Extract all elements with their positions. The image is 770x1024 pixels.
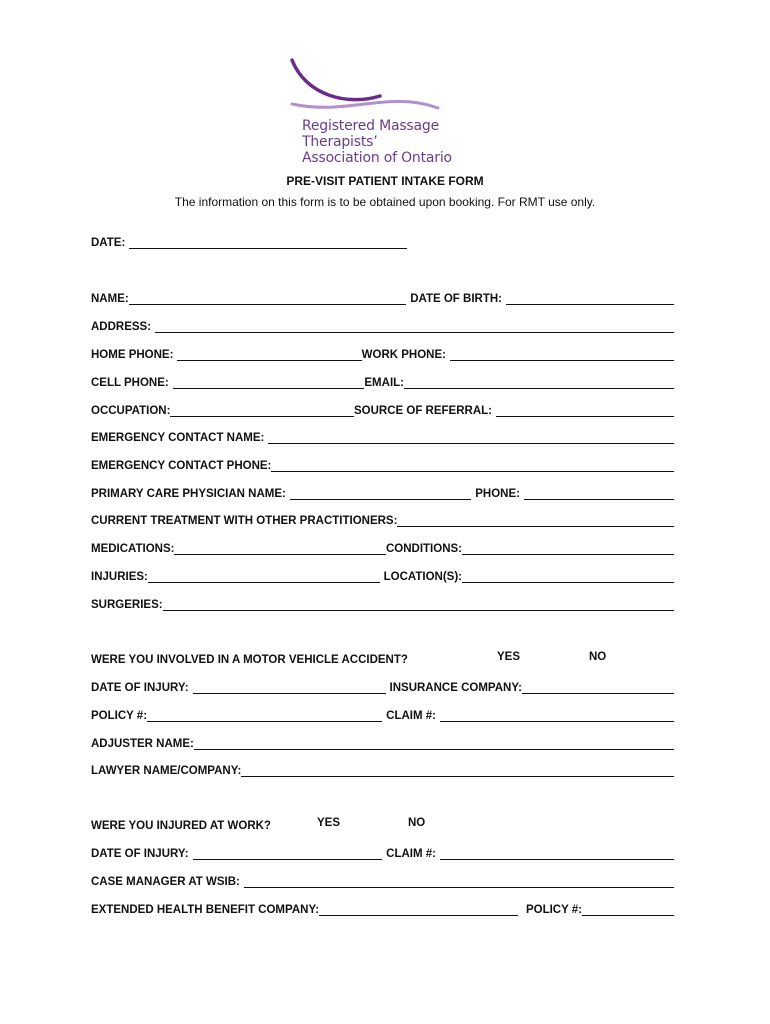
ehb-policy-field[interactable] xyxy=(582,903,674,916)
cell-phone-field[interactable] xyxy=(173,376,365,389)
injuries-row xyxy=(91,567,674,583)
mva-yes-option[interactable]: YES xyxy=(497,651,521,663)
insurance-field[interactable] xyxy=(522,681,674,694)
dob-label: DATE OF BIRTH: xyxy=(410,293,502,305)
work-claim-label: CLAIM #: xyxy=(386,848,436,860)
insurance-label: INSURANCE COMPANY: xyxy=(389,682,522,694)
referral-label: SOURCE OF REFERRAL: xyxy=(354,405,492,417)
surgeries-row xyxy=(91,595,674,611)
occupation-row xyxy=(91,401,674,417)
adjuster-field[interactable] xyxy=(194,737,674,750)
mva-injury-row xyxy=(91,678,674,694)
treatment-row xyxy=(91,511,674,527)
emergency-name-label: EMERGENCY CONTACT NAME: xyxy=(91,432,265,444)
occupation-label: OCCUPATION: xyxy=(91,405,171,417)
medications-row xyxy=(91,539,674,555)
logo-swoosh-icon xyxy=(288,56,508,116)
emergency-phone-row xyxy=(91,456,674,472)
surgeries-field[interactable] xyxy=(163,598,674,611)
logo-name xyxy=(302,118,508,166)
medications-field[interactable] xyxy=(174,542,385,555)
adjuster-row xyxy=(91,734,674,750)
date-label: DATE: xyxy=(91,237,126,249)
work-question-row xyxy=(91,816,674,832)
mva-no-option[interactable]: NO xyxy=(589,651,607,663)
case-manager-row xyxy=(91,872,674,888)
treatment-field[interactable] xyxy=(397,514,674,527)
work-phone-field[interactable] xyxy=(450,348,674,361)
address-label: ADDRESS: xyxy=(91,321,152,333)
work-injury-date-label: DATE OF INJURY: xyxy=(91,848,189,860)
emergency-phone-field[interactable] xyxy=(271,459,674,472)
name-label: NAME: xyxy=(91,293,129,305)
lawyer-field[interactable] xyxy=(241,764,674,777)
work-question: WERE YOU INJURED AT WORK? xyxy=(91,820,271,832)
ehb-row xyxy=(91,900,674,916)
emergency-phone-label: EMERGENCY CONTACT PHONE: xyxy=(91,460,272,472)
cell-phone-label: CELL PHONE: xyxy=(91,377,169,389)
physician-phone-field[interactable] xyxy=(524,487,674,500)
case-manager-label: CASE MANAGER AT WSIB: xyxy=(91,876,240,888)
policy-claim-row xyxy=(91,706,674,722)
conditions-label: CONDITIONS: xyxy=(385,543,462,555)
policy-label: POLICY #: xyxy=(91,710,148,722)
adjuster-label: ADJUSTER NAME: xyxy=(91,738,194,750)
physician-label: PRIMARY CARE PHYSICIAN NAME: xyxy=(91,488,286,500)
surgeries-label: SURGERIES: xyxy=(91,599,163,611)
work-injury-date-field[interactable] xyxy=(193,847,383,860)
work-claim-field[interactable] xyxy=(440,847,674,860)
lawyer-label: LAWYER NAME/COMPANY: xyxy=(91,765,242,777)
form-title: PRE-VISIT PATIENT INTAKE FORM xyxy=(286,174,484,188)
address-field[interactable] xyxy=(155,320,674,333)
injuries-field[interactable] xyxy=(148,570,380,583)
mva-question-row xyxy=(91,650,674,666)
work-injury-row xyxy=(91,844,674,860)
referral-field[interactable] xyxy=(496,404,674,417)
medications-label: MEDICATIONS: xyxy=(91,543,175,555)
address-row xyxy=(91,317,674,333)
email-label: EMAIL: xyxy=(364,377,404,389)
occupation-field[interactable] xyxy=(170,404,354,417)
work-phone-label: WORK PHONE: xyxy=(361,349,446,361)
treatment-label: CURRENT TREATMENT WITH OTHER PRACTITIONERS: xyxy=(91,515,398,527)
home-phone-label: HOME PHONE: xyxy=(91,349,174,361)
physician-row xyxy=(91,484,674,500)
ehb-label: EXTENDED HEALTH BENEFIT COMPANY: xyxy=(91,904,320,916)
emergency-name-field[interactable] xyxy=(268,431,674,444)
lawyer-row xyxy=(91,761,674,777)
emergency-name-row xyxy=(91,428,674,444)
email-field[interactable] xyxy=(404,376,674,389)
logo-name-line2: Association of Ontario xyxy=(302,150,452,166)
locations-field[interactable] xyxy=(462,570,674,583)
physician-phone-label: PHONE: xyxy=(475,488,520,500)
ehb-field[interactable] xyxy=(319,903,518,916)
dob-field[interactable] xyxy=(506,292,674,305)
mva-question: WERE YOU INVOLVED IN A MOTOR VEHICLE ACCIDENT? xyxy=(91,654,408,666)
work-yes-option[interactable]: YES xyxy=(317,817,341,829)
mva-claim-label: CLAIM #: xyxy=(386,710,436,722)
mva-injury-date-label: DATE OF INJURY: xyxy=(91,682,189,694)
policy-field[interactable] xyxy=(147,709,382,722)
physician-field[interactable] xyxy=(290,487,471,500)
name-field[interactable] xyxy=(129,292,407,305)
mva-claim-field[interactable] xyxy=(440,709,674,722)
name-row xyxy=(91,289,674,305)
home-phone-field[interactable] xyxy=(177,348,361,361)
work-no-option[interactable]: NO xyxy=(408,817,426,829)
case-manager-field[interactable] xyxy=(244,875,674,888)
mva-injury-date-field[interactable] xyxy=(193,681,386,694)
ehb-policy-label: POLICY #: xyxy=(525,904,582,916)
logo-name-line1: Registered Massage Therapists’ xyxy=(302,118,440,150)
rmtao-logo xyxy=(288,56,508,166)
phone-row xyxy=(91,345,674,361)
form-subtitle: The information on this form is to be obtained upon booking. For RMT use only. xyxy=(174,195,596,209)
locations-label: LOCATION(S): xyxy=(383,571,462,583)
date-field[interactable] xyxy=(129,236,407,249)
cell-email-row xyxy=(91,373,674,389)
conditions-field[interactable] xyxy=(462,542,674,555)
date-row xyxy=(91,233,674,249)
injuries-label: INJURIES: xyxy=(91,571,148,583)
